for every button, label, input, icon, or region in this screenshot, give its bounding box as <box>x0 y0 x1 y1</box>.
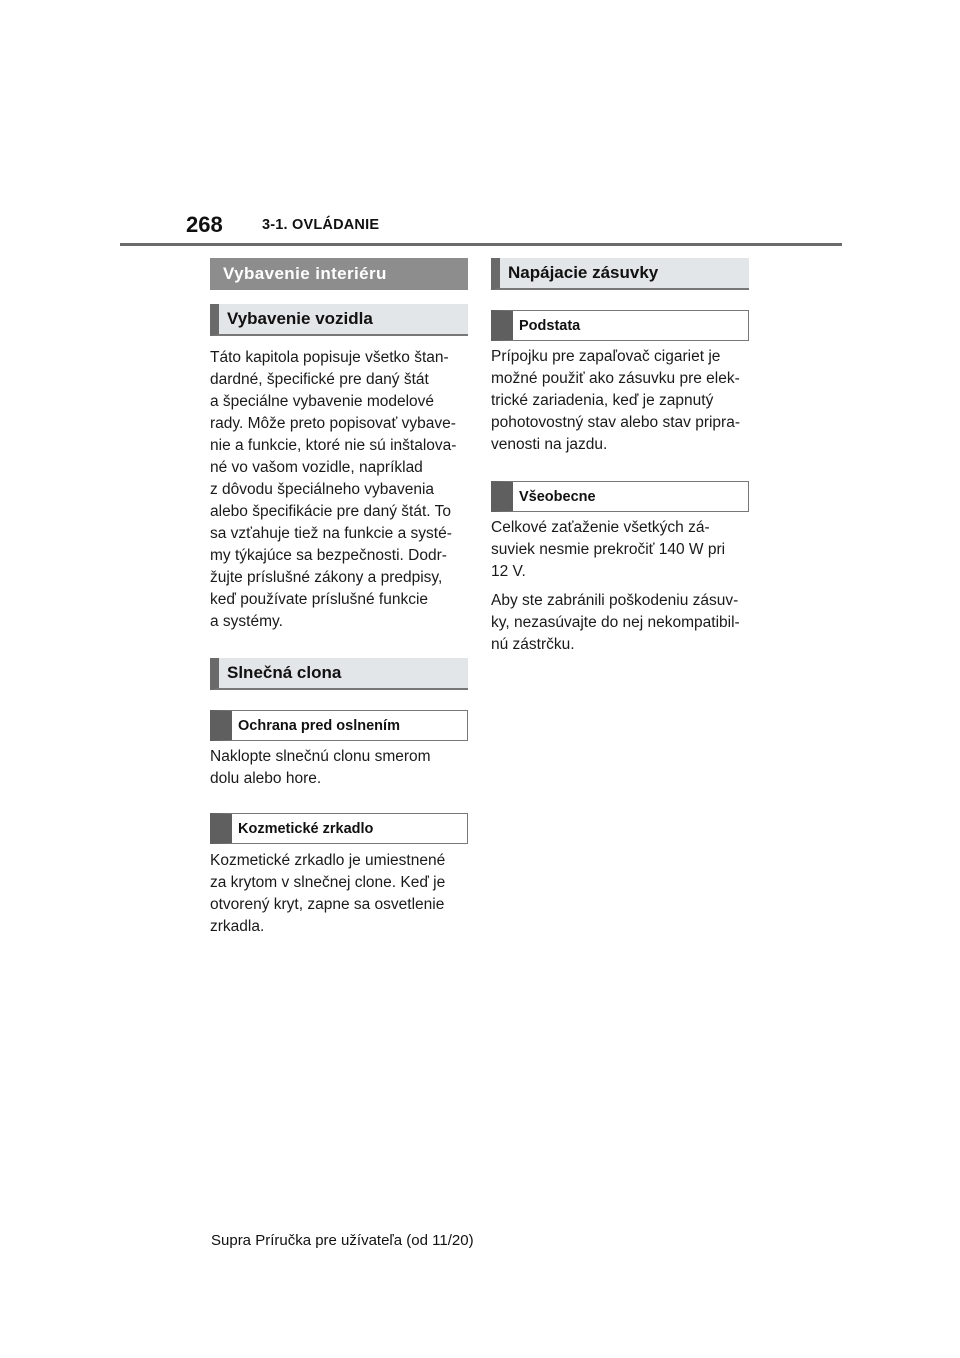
text-line: ky, nezasúvajte do nej nekompatibil- <box>491 614 740 631</box>
text-line: 12 V. <box>491 563 526 580</box>
text-line: my týkajúce sa bezpečnosti. Dodr- <box>210 547 447 564</box>
paragraph-principle <box>491 346 749 456</box>
heading-glare-protection: Ochrana pred oslnením <box>210 710 468 741</box>
text-line: venosti na jazdu. <box>491 436 608 453</box>
text-line: Naklopte slnečnú clonu smerom <box>210 748 431 765</box>
page-number: 268 <box>186 212 223 237</box>
text-line: alebo špecifikácie pre daný štát. To <box>210 503 451 520</box>
footer-manual-title: Supra Príručka pre užívateľa (od 11/20) <box>211 1232 474 1249</box>
text-line: Prípojku pre zapaľovač cigariet je <box>491 348 721 365</box>
text-line: sa vzťahuje tiež na funkcie a systé- <box>210 525 452 542</box>
heading-sun-visor: Slnečná clona <box>210 658 468 690</box>
paragraph-general-plug <box>491 590 749 656</box>
left-column <box>210 258 468 938</box>
text-line: Kozmetické zrkadlo je umiestnené <box>210 852 446 869</box>
text-line: zrkadla. <box>210 918 265 935</box>
text-line: a špeciálne vybavenie modelové <box>210 393 435 410</box>
right-column <box>491 258 749 656</box>
text-line: nú zástrčku. <box>491 636 575 653</box>
heading-power-sockets: Napájacie zásuvky <box>491 258 749 290</box>
text-line: Aby ste zabránili poškodeniu zásuv- <box>491 592 739 609</box>
text-line: dardné, špecifické pre daný štát <box>210 371 429 388</box>
paragraph-vanity-mirror <box>210 850 468 938</box>
heading-vanity-mirror: Kozmetické zrkadlo <box>210 813 468 844</box>
text-line: otvorený kryt, zapne sa osvetlenie <box>210 896 445 913</box>
text-line: pohotovostný stav alebo stav pripra- <box>491 414 740 431</box>
text-line: možné použiť ako zásuvku pre elek- <box>491 370 740 387</box>
heading-principle: Podstata <box>491 310 749 341</box>
text-line: keď používate príslušné funkcie <box>210 591 429 608</box>
text-line: žujte príslušné zákony a predpisy, <box>210 569 443 586</box>
text-line: z dôvodu špeciálneho vybavenia <box>210 481 435 498</box>
text-line: Celkové zaťaženie všetkých zá- <box>491 519 710 536</box>
text-line: nie a funkcie, ktoré nie sú inštalova- <box>210 437 457 454</box>
paragraph-vehicle-equipment <box>210 347 468 633</box>
section-header: 3-1. OVLÁDANIE <box>262 217 380 233</box>
text-line: suviek nesmie prekročiť 140 W pri <box>491 541 726 558</box>
text-line: Táto kapitola popisuje všetko štan- <box>210 349 449 366</box>
text-line: a systémy. <box>210 613 283 630</box>
text-line: rady. Môže preto popisovať vybave- <box>210 415 456 432</box>
paragraph-general-load <box>491 517 749 583</box>
paragraph-glare-protection <box>210 746 468 790</box>
text-line: za krytom v slnečnej clone. Keď je <box>210 874 446 891</box>
header-rule <box>120 243 842 246</box>
text-line: né vo vašom vozidle, napríklad <box>210 459 423 476</box>
heading-vehicle-equipment: Vybavenie vozidla <box>210 304 468 336</box>
text-line: trické zariadenia, keď je zapnutý <box>491 392 714 409</box>
text-line: dolu alebo hore. <box>210 770 322 787</box>
heading-interior-equipment: Vybavenie interiéru <box>210 258 468 290</box>
heading-general: Všeobecne <box>491 481 749 512</box>
